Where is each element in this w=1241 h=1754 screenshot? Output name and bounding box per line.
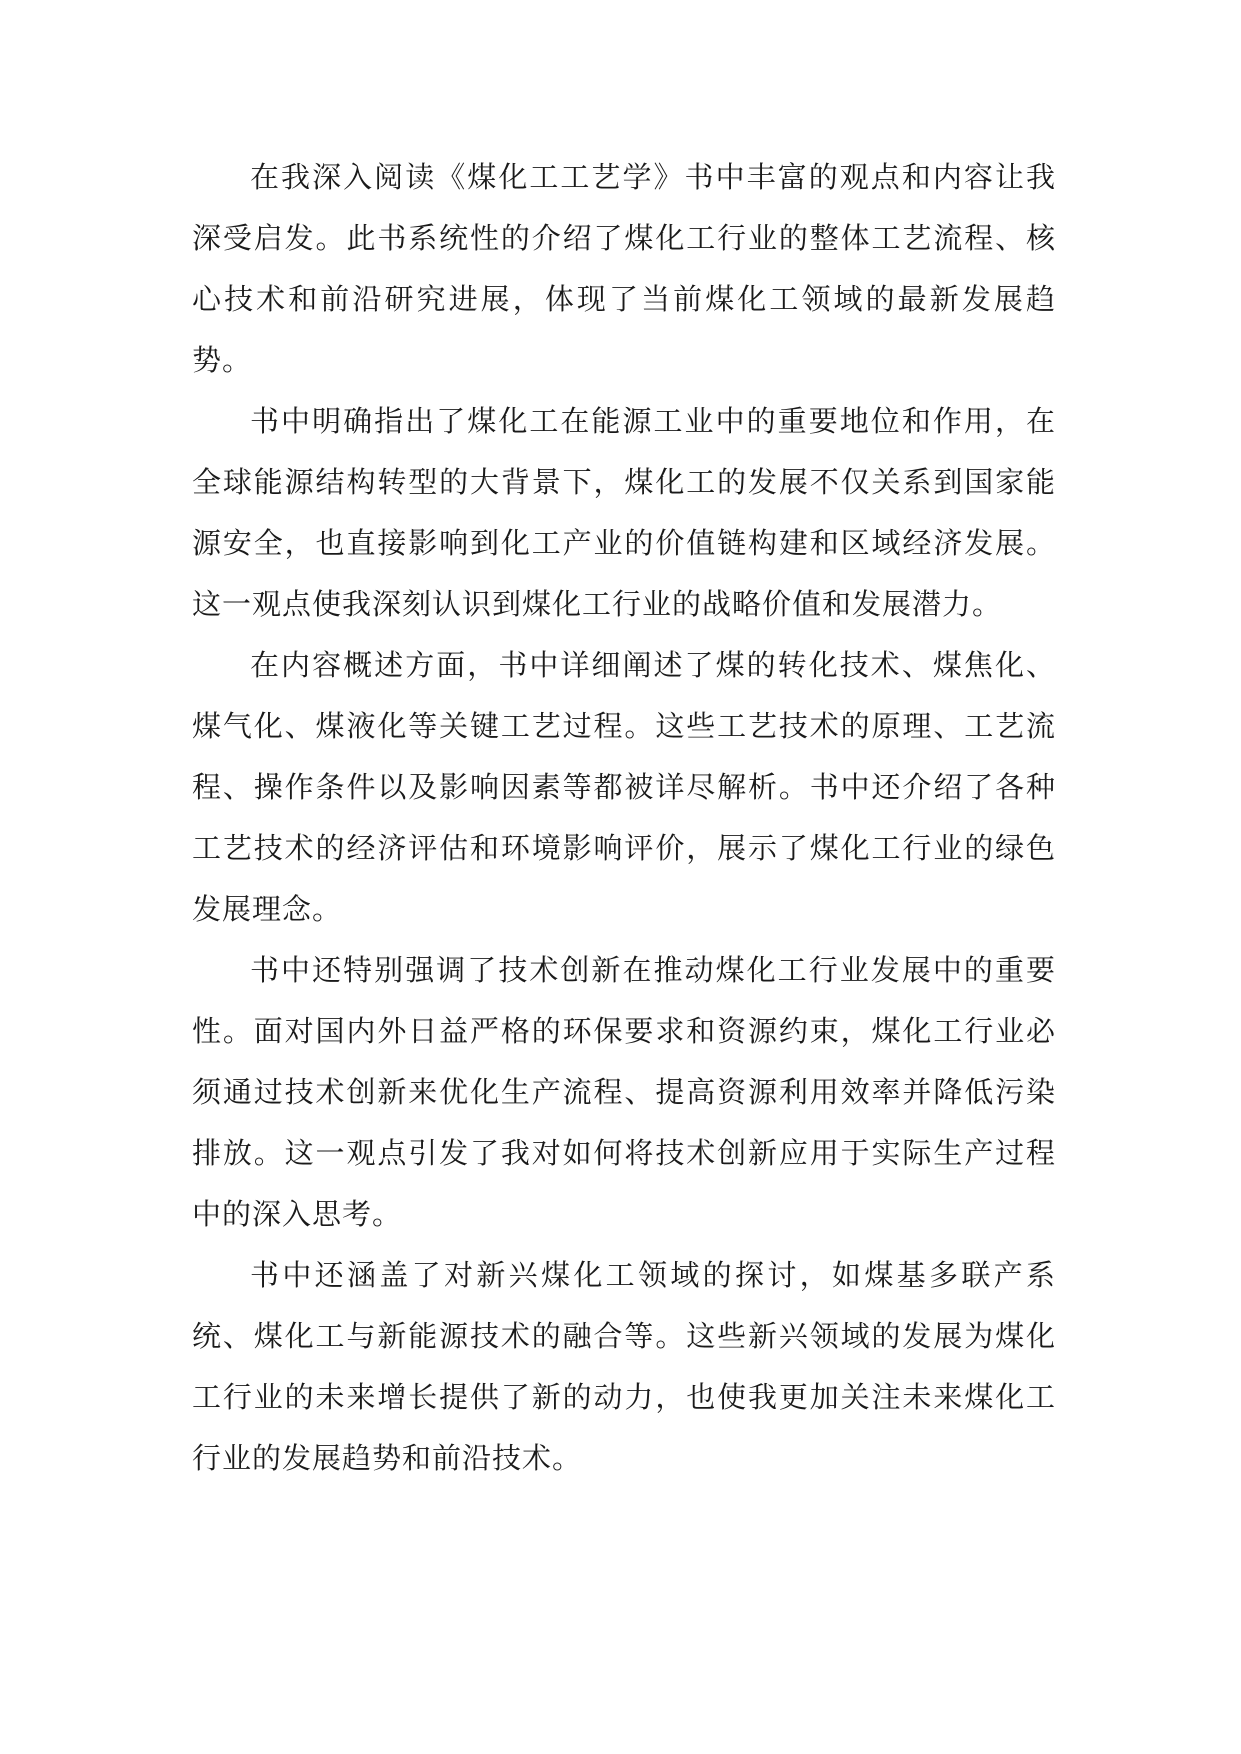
paragraph-3: 在内容概述方面，书中详细阐述了煤的转化技术、煤焦化、煤气化、煤液化等关键工艺过程。这些工艺技术的原理、工艺流程、操作条件以及影响因素等都被详尽解析。书中还介绍了各种工艺技术的经济评估和环境影响评价，展示了煤化工行业的绿色发展理念。	[192, 648, 1056, 926]
document-body	[192, 147, 1056, 1489]
paragraph-5: 书中还涵盖了对新兴煤化工领域的探讨，如煤基多联产系统、煤化工与新能源技术的融合等。这些新兴领域的发展为煤化工行业的未来增长提供了新的动力，也使我更加关注未来煤化工行业的发展趋势和前沿技术。	[192, 1258, 1056, 1475]
paragraph-1: 在我深入阅读《煤化工工艺学》书中丰富的观点和内容让我深受启发。此书系统性的介绍了煤化工行业的整体工艺流程、核心技术和前沿研究进展，体现了当前煤化工领域的最新发展趋势。	[192, 160, 1056, 377]
paragraph-4: 书中还特别强调了技术创新在推动煤化工行业发展中的重要性。面对国内外日益严格的环保要求和资源约束，煤化工行业必须通过技术创新来优化生产流程、提高资源利用效率并降低污染排放。这一观点引发了我对如何将技术创新应用于实际生产过程中的深入思考。	[192, 953, 1056, 1231]
paragraph-2: 书中明确指出了煤化工在能源工业中的重要地位和作用，在全球能源结构转型的大背景下，煤化工的发展不仅关系到国家能源安全，也直接影响到化工产业的价值链构建和区域经济发展。这一观点使我深刻认识到煤化工行业的战略价值和发展潜力。	[192, 404, 1056, 621]
